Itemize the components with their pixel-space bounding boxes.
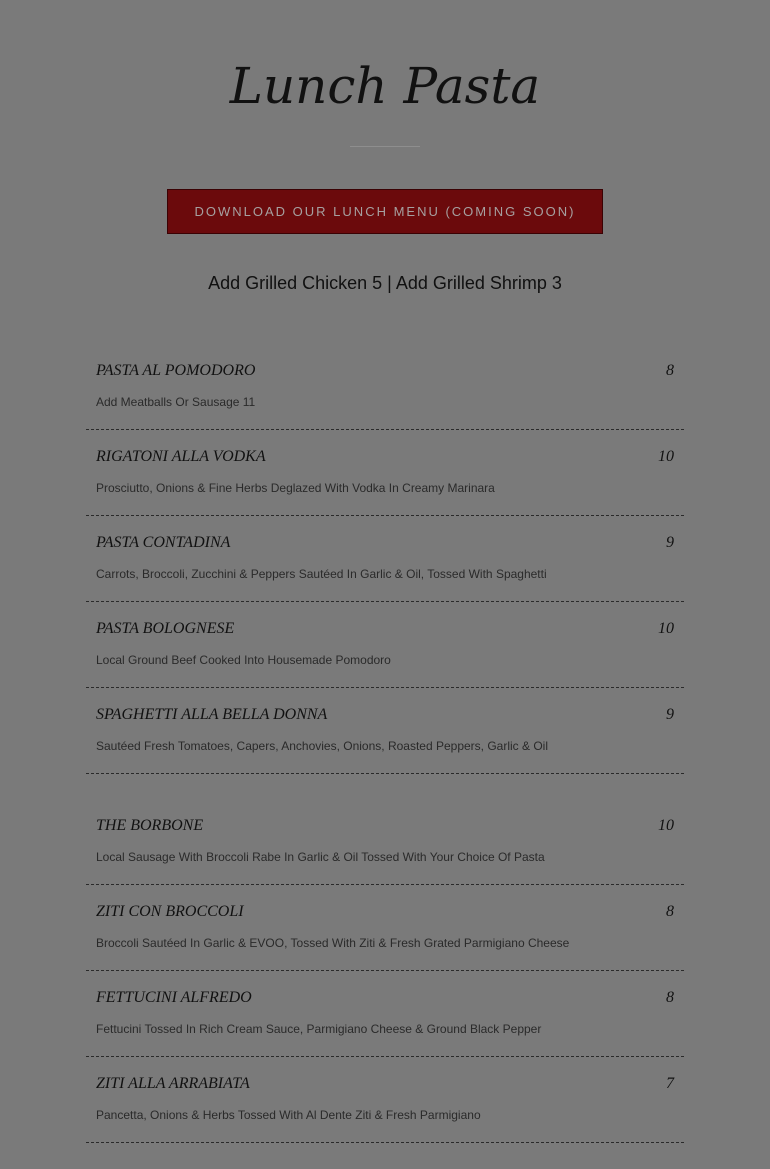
- menu-item-ziti-con-broccoli: [86, 885, 684, 971]
- menu-item-price: 8: [666, 989, 674, 1006]
- menu-item-pasta-contadina: [86, 516, 684, 602]
- menu-item-description: Sautéed Fresh Tomatoes, Capers, Anchovies, Onions, Roasted Peppers, Garlic & Oil: [96, 739, 549, 753]
- menu-item-price: 8: [666, 362, 674, 379]
- menu-item-price: 10: [658, 448, 674, 465]
- menu-item-the-borbone: [86, 799, 684, 885]
- menu-item-name: ZITI ALLA ARRABIATA: [96, 1075, 250, 1092]
- addons-note: Add Grilled Chicken 5 | Add Grilled Shrimp 3: [208, 273, 562, 293]
- menu-item-name: FETTUCINI ALFREDO: [96, 989, 252, 1006]
- menu-item-name: THE BORBONE: [96, 817, 204, 834]
- menu-item-price: 7: [666, 1075, 674, 1092]
- menu-item-spaghetti-alla-bella-donna: [86, 688, 684, 774]
- menu-item-name: PASTA BOLOGNESE: [96, 620, 235, 637]
- menu-item-ziti-alla-arrabiata: [86, 1057, 684, 1143]
- menu-item-description: Fettucini Tossed In Rich Cream Sauce, Parmigiano Cheese & Ground Black Pepper: [96, 1022, 542, 1036]
- menu-item-rigatoni-alla-vodka: [86, 430, 684, 516]
- menu-item-pasta-bolognese: [86, 602, 684, 688]
- menu-item-description: Add Meatballs Or Sausage 11: [96, 395, 256, 409]
- menu-item-name: PASTA AL POMODORO: [96, 362, 256, 379]
- menu-item-pasta-al-pomodoro: [86, 344, 684, 430]
- menu-item-description: Pancetta, Onions & Herbs Tossed With Al Dente Ziti & Fresh Parmigiano: [96, 1108, 481, 1122]
- download-lunch-menu-button[interactable]: DOWNLOAD OUR LUNCH MENU (COMING SOON): [167, 189, 603, 234]
- menu-item-description: Local Ground Beef Cooked Into Housemade Pomodoro: [96, 653, 391, 667]
- page-title: Lunch Pasta: [229, 57, 541, 115]
- menu-item-price: 10: [658, 620, 674, 637]
- menu-item-description: Prosciutto, Onions & Fine Herbs Deglazed With Vodka In Creamy Marinara: [96, 481, 495, 495]
- menu-item-name: ZITI CON BROCCOLI: [96, 903, 244, 920]
- menu-item-name: RIGATONI ALLA VODKA: [96, 448, 266, 465]
- menu-item-price: 10: [658, 817, 674, 834]
- menu-item-fettucini-alfredo: [86, 971, 684, 1057]
- title-divider: [350, 146, 420, 147]
- menu-item-description: Local Sausage With Broccoli Rabe In Garlic & Oil Tossed With Your Choice Of Pasta: [96, 850, 545, 864]
- menu-item-price: 9: [666, 706, 674, 723]
- menu-item-description: Carrots, Broccoli, Zucchini & Peppers Sautéed In Garlic & Oil, Tossed With Spaghetti: [96, 567, 547, 581]
- menu-item-price: 8: [666, 903, 674, 920]
- menu-item-name: SPAGHETTI ALLA BELLA DONNA: [96, 706, 328, 723]
- menu-item-description: Broccoli Sautéed In Garlic & EVOO, Tossed With Ziti & Fresh Grated Parmigiano Cheese: [96, 936, 570, 950]
- menu-item-name: PASTA CONTADINA: [96, 534, 231, 551]
- menu-item-price: 9: [666, 534, 674, 551]
